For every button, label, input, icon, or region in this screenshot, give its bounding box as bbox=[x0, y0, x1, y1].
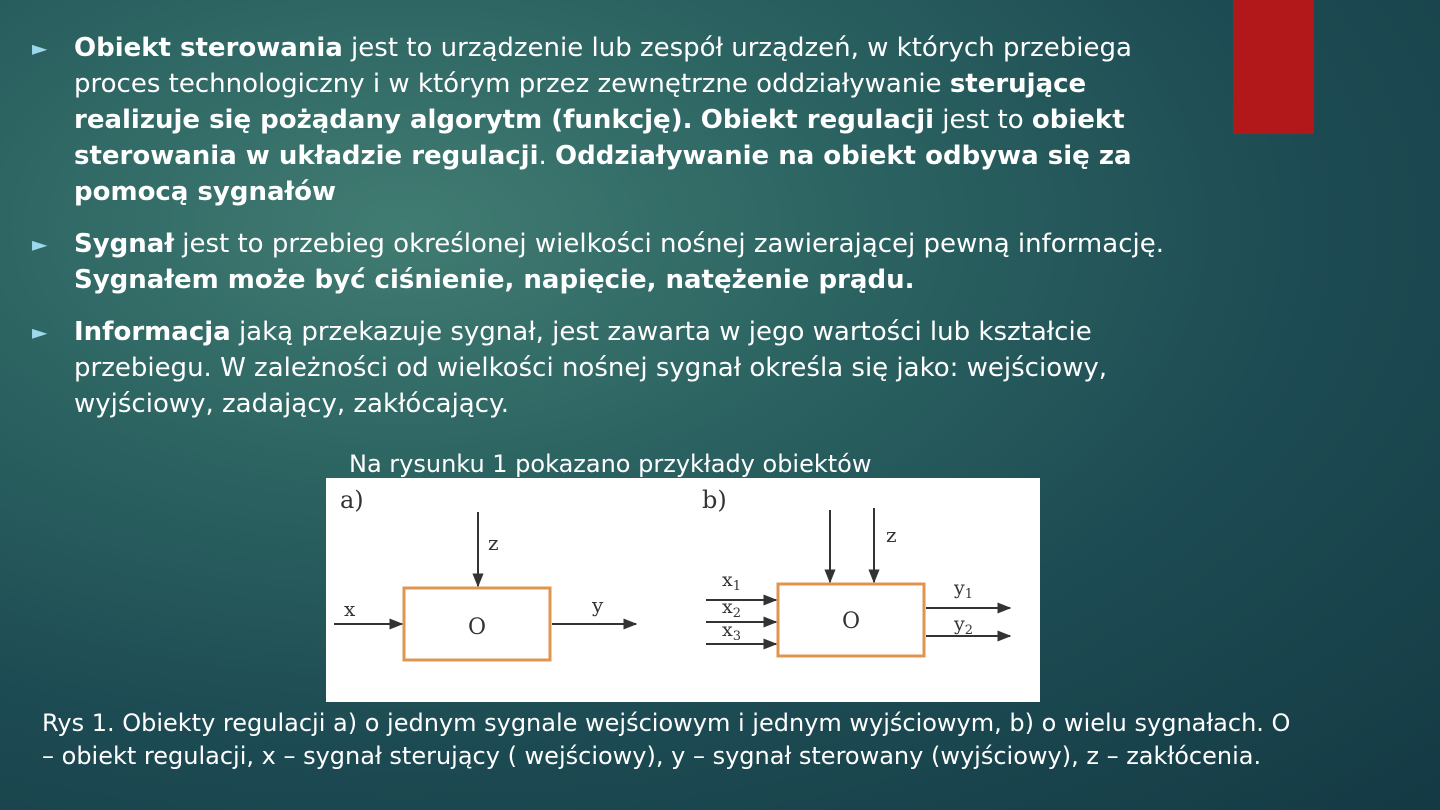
disturbance-label-b: z bbox=[886, 523, 897, 547]
bullet-bold-segment: Obiekt sterowania bbox=[74, 33, 343, 63]
input-label-b-2: $x_2$ bbox=[722, 596, 741, 621]
output-label-b-1: $y_1$ bbox=[954, 577, 974, 602]
figure-caption: Rys 1. Obiekty regulacji a) o jednym sygnale wejściowym i jednym wyjściowym, b) o wielu sygnałach. O – obiekt regulacji, x – sygnał sterujący ( wejściowy), y – sygnał sterowany (wyjściowy), z – zakłócenia. bbox=[42, 709, 1291, 770]
bullet-item bbox=[30, 314, 1210, 422]
output-label-b-2: $y_2$ bbox=[954, 613, 974, 638]
bullet-bold-segment: Informacja bbox=[74, 317, 231, 347]
diagram-a-label: a) bbox=[340, 486, 364, 514]
input-label-b-1: $x_1$ bbox=[722, 569, 741, 594]
bullet-text bbox=[74, 33, 1132, 207]
bullet-text-segment: jest to przebieg określonej wielkości nośnej zawierającej pewną informację. bbox=[174, 229, 1164, 259]
object-diagram bbox=[326, 478, 1040, 702]
bullet-text-segment: jaką przekazuje sygnał, jest zawarta w jego wartości lub kształcie przebiegu. W zależności od wielkości nośnej sygnał określa się jako: wejściowy, wyjściowy, zadający, zakłócający. bbox=[74, 317, 1108, 419]
diagram-b-label: b) bbox=[702, 486, 727, 514]
figure-intro-text: Na rysunku 1 pokazano przykłady obiektów bbox=[349, 450, 872, 478]
bullet-bold-segment: Sygnał bbox=[74, 229, 174, 259]
triangle-bullet-icon: ► bbox=[32, 320, 48, 344]
input-label-a: x bbox=[344, 597, 356, 621]
bullet-text-segment: jest to urządzenie lub zespół urządzeń, w których przebiega proces technologiczny i w którym przez zewnętrzne oddziaływanie bbox=[74, 33, 1132, 99]
object-box-a-label: O bbox=[467, 615, 487, 640]
bullet-text-segment: . bbox=[538, 141, 556, 171]
bullet-text-segment: jest to bbox=[934, 105, 1032, 135]
bullet-bold-segment: Oddziaływanie na obiekt odbywa się za pomocą sygnałów bbox=[74, 141, 1132, 207]
object-diagram-figure bbox=[326, 478, 1040, 702]
bullet-bold-segment: Sygnałem może być ciśnienie, napięcie, natężenie prądu. bbox=[74, 265, 915, 295]
bullet-bold-segment: obiekt sterowania w układzie regulacji bbox=[74, 105, 1125, 171]
bullet-text-segment bbox=[692, 105, 700, 135]
triangle-bullet-icon: ► bbox=[32, 36, 48, 60]
red-accent-bar bbox=[1233, 0, 1314, 134]
bullet-text bbox=[74, 229, 1164, 295]
triangle-bullet-icon: ► bbox=[32, 232, 48, 256]
input-label-b-3: $x_3$ bbox=[722, 619, 741, 644]
bullet-bold-segment: Obiekt regulacji bbox=[700, 105, 935, 135]
bullet-item bbox=[30, 226, 1210, 298]
bullet-list bbox=[30, 30, 1210, 422]
bullet-bold-segment: sterujące realizuje się pożądany algorytm (funkcję). bbox=[74, 69, 1087, 135]
bullet-text bbox=[74, 317, 1107, 419]
bullet-item bbox=[30, 30, 1210, 210]
output-label-a: y bbox=[592, 593, 604, 617]
disturbance-label-a: z bbox=[488, 531, 499, 555]
object-box-b-label: O bbox=[841, 609, 861, 634]
